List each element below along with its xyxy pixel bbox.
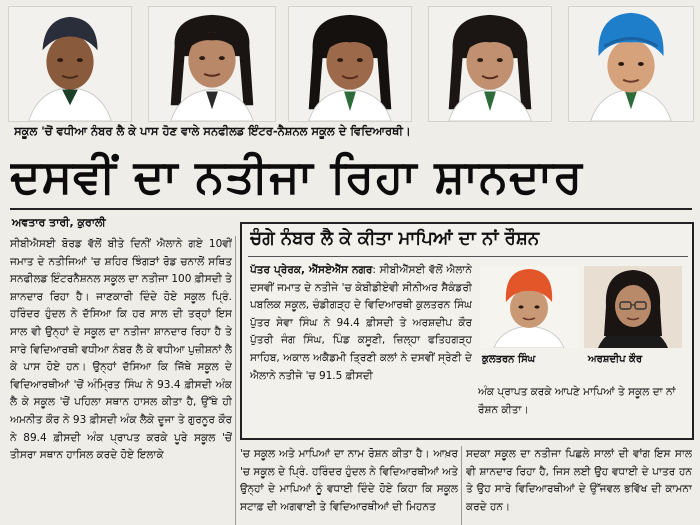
article-left-column [10, 236, 232, 525]
boxed-article-text [250, 262, 472, 440]
boxed-article-side-text [478, 384, 686, 436]
article-middle-text: 'ਚ ਸਕੂਲ ਅਤੇ ਮਾਪਿਆਂ ਦਾ ਨਾਮ ਰੋਸ਼ਨ ਕੀਤਾ ਹੈ। ਆਖ਼ਰ 'ਚ ਸਕੂਲ ਦੇ ਪ੍ਰਿੰ. ਹਰਿੰਦਰ ਹੁੰਦਲ ਨੇ ਵਿਦਿਆਰਥੀਆਂ ਅਤੇ ਉਨ੍ਹਾਂ ਦੇ ਮਾਪਿਆਂ ਨੂੰ ਵਧਾਈ ਦਿੰਦੇ ਹੋਏ ਕਿਹਾ ਕਿ ਸਕੂਲ ਸਟਾਫ਼ ਦੀ ਅਗਵਾਈ ਤੇ ਵਿਦਿਆਰਥੀਆਂ ਦੀ ਮਿਹਨਤ [240, 448, 458, 513]
article-left-text: ਸੀਬੀਐਸਈ ਬੋਰਡ ਵੱਲੋਂ ਬੀਤੇ ਦਿਨੀਂ ਐਲਾਨੇ ਗਏ 10ਵੀਂ ਜਮਾਤ ਦੇ ਨਤੀਜਿਆਂ 'ਚ ਸ਼ਹਿਰ ਝਿੰਗੜਾਂ ਰੋਡ ਚਨਾਲੋਂ ਸਥਿਤ ਸਨਫੀਲਡ ਇੰਟਰਨੈਸ਼ਨਲ ਸਕੂਲ ਦਾ ਨਤੀਜਾ 100 ਫ਼ੀਸਦੀ ਤੇ ਸ਼ਾਨਦਾਰ ਰਿਹਾ ਹੈ। ਜਾਣਕਾਰੀ ਦਿੰਦੇ ਹੋਏ ਸਕੂਲ ਪ੍ਰਿੰ. ਹਰਿੰਦਰ ਹੁੰਦਲ ਨੇ ਦੱਸਿਆ ਕਿ ਹਰ ਸਾਲ ਦੀ ਤਰ੍ਹਾਂ ਇਸ ਸਾਲ ਵੀ ਉਨ੍ਹਾਂ ਦੇ ਸਕੂਲ ਦਾ ਨਤੀਜਾ ਸ਼ਾਨਦਾਰ ਰਿਹਾ ਹੈ ਤੇ ਸਾਰੇ ਵਿਦਿਆਰਥੀ ਵਧੀਆ ਨੰਬਰ ਲੈ ਕੇ ਵਧੀਆ ਪੁਜ਼ੀਸ਼ਨਾਂ ਲੈ ਕੇ ਪਾਸ ਹੋਏ ਹਨ। ਉਨ੍ਹਾਂ ਦੱਸਿਆ ਕਿ ਜਿੱਥੇ ਸਕੂਲ ਦੇ ਵਿਦਿਆਰਥੀਆਂ 'ਚੋਂ ਅੰਮ੍ਰਿਤ ਸਿੰਘ ਨੇ 93.4 ਫ਼ੀਸਦੀ ਅੰਕ ਲੈ ਕੇ ਸਕੂਲ 'ਚੋਂ ਪਹਿਲਾ ਸਥਾਨ ਹਾਸਲ ਕੀਤਾ ਹੈ, ਉੱਥੇ ਹੀ ਅਮਨੀਤ ਕੌਰ ਨੇ 93 ਫ਼ੀਸਦੀ ਅੰਕ ਲੈਕੇ ਦੂਜਾ ਤੇ ਗੁਰਨੂਰ ਕੌਰ ਨੇ 89.4 ਫ਼ੀਸਦੀ ਅੰਕ ਪ੍ਰਾਪਤ ਕਰਕੇ ਪੂਰੇ ਸਕੂਲ 'ਚੋਂ ਤੀਸਰਾ ਸਥਾਨ ਹਾਸਿਲ ਕਰਦੇ ਹੋਏ ਇਲਾਕੇ [10, 238, 232, 462]
column-divider-2 [461, 446, 462, 525]
photo-arshdeep-kaur [584, 266, 682, 348]
article-continued-middle [240, 446, 458, 525]
boxed-title-rule [248, 256, 688, 257]
headline-rule [10, 208, 692, 210]
student-photo-5 [568, 6, 694, 122]
student-photo-4 [428, 6, 552, 122]
photo-caption: ਸਕੂਲ 'ਚੋਂ ਵਧੀਆ ਨੰਬਰ ਲੈ ਕੇ ਪਾਸ ਹੋਣ ਵਾਲੇ ਸਨਫੀਲਡ ਇੰਟਰ-ਨੈਸ਼ਨਲ ਸਕੂਲ ਦੇ ਵਿਦਿਆਰਥੀ। [14, 124, 411, 138]
boxed-article [240, 222, 694, 440]
name-arshdeep-kaur: ਅਰਸ਼ਦੀਪ ਕੌਰ [588, 354, 643, 365]
article-right-text: ਸਦਕਾ ਸਕੂਲ ਦਾ ਨਤੀਜਾ ਪਿਛਲੇ ਸਾਲਾਂ ਦੀ ਵਾਂਗ ਇਸ ਸਾਲ ਵੀ ਸ਼ਾਨਦਾਰ ਰਿਹਾ ਹੈ, ਜਿਸ ਲਈ ਉਹ ਵਧਾਈ ਦੇ ਪਾਤਰ ਹਨ ਤੇ ਉਹ ਸਾਰੇ ਵਿਦਿਆਰਥੀਆਂ ਦੇ ਉੱਜਵਲ ਭਵਿੱਖ ਦੀ ਕਾਮਨਾ ਕਰਦੇ ਹਨ। [466, 448, 692, 513]
boxed-article-body: : ਸੀਬੀਐੱਸਈ ਵੱਲੋਂ ਐਲਾਨੇ ਦਸਵੀਂ ਜਮਾਤ ਦੇ ਨਤੀਜੇ 'ਚ ਕੇਬੀਡੀਏਵੀ ਸੀਨੀਅਰ ਸੈਕੰਡਰੀ ਪਬਲਿਕ ਸਕੂਲ, ਚੰਡੀਗੜ੍ਹ ਦੇ ਵਿਦਿਆਰਥੀ ਕੁਲਤਰਨ ਸਿੰਘ ਪੁੱਤਰ ਸੇਵਾ ਸਿੰਘ ਨੇ 94.4 ਫ਼ੀਸਦੀ ਤੇ ਅਰਸ਼ਦੀਪ ਕੌਰ ਪੁੱਤਰੀ ਜੰਗ ਸਿੰਘ, ਪਿੰਡ ਕਸੂਣੀ, ਜ਼ਿਲ੍ਹਾ ਫਤਿਹਗੜ੍ਹ ਸਾਹਿਬ, ਅਕਾਲ ਅਕੈਡਮੀ ਤ੍ਰਿਣੀ ਕਲਾਂ ਨੇ ਦਸਵੀਂ ਸ੍ਰੇਣੀ ਦੇ ਐਲਾਨੇ ਨਤੀਜੇ 'ਚ 91.5 ਫ਼ੀਸਦੀ [250, 264, 472, 382]
student-photo-3 [288, 6, 412, 122]
boxed-side-paragraph: ਅੰਕ ਪ੍ਰਾਪਤ ਕਰਕੇ ਆਪਣੇ ਮਾਪਿਆਂ ਤੇ ਸਕੂਲ ਦਾ ਨਾਂ ਰੌਸ਼ਨ ਕੀਤਾ। [478, 386, 676, 416]
boxed-article-title: ਚੰਗੇ ਨੰਬਰ ਲੈ ਕੇ ਕੀਤਾ ਮਾਪਿਆਂ ਦਾ ਨਾਂ ਰੌਸ਼ਨ [250, 228, 540, 249]
column-divider [235, 236, 236, 525]
headline: ਦਸਵੀਂ ਦਾ ਨਤੀਜਾ ਰਿਹਾ ਸ਼ਾਨਦਾਰ [10, 149, 584, 203]
student-photo-strip [8, 6, 694, 122]
student-photo-1 [8, 6, 132, 122]
name-kultaran-singh: ਕੁਲਤਰਨ ਸਿੰਘ [482, 354, 536, 365]
boxed-article-byline: ਪੱਤਰ ਪ੍ਰੇਰਕ, ਐੱਸਏਐੱਸ ਨਗਰ [250, 264, 373, 276]
article-continued-right [466, 446, 692, 525]
photo-kultaran-singh [480, 266, 578, 348]
student-photo-2 [148, 6, 276, 122]
byline: ਅਵਤਾਰ ਤਾਰੀ, ਕੁਰਾਲੀ [12, 216, 106, 229]
